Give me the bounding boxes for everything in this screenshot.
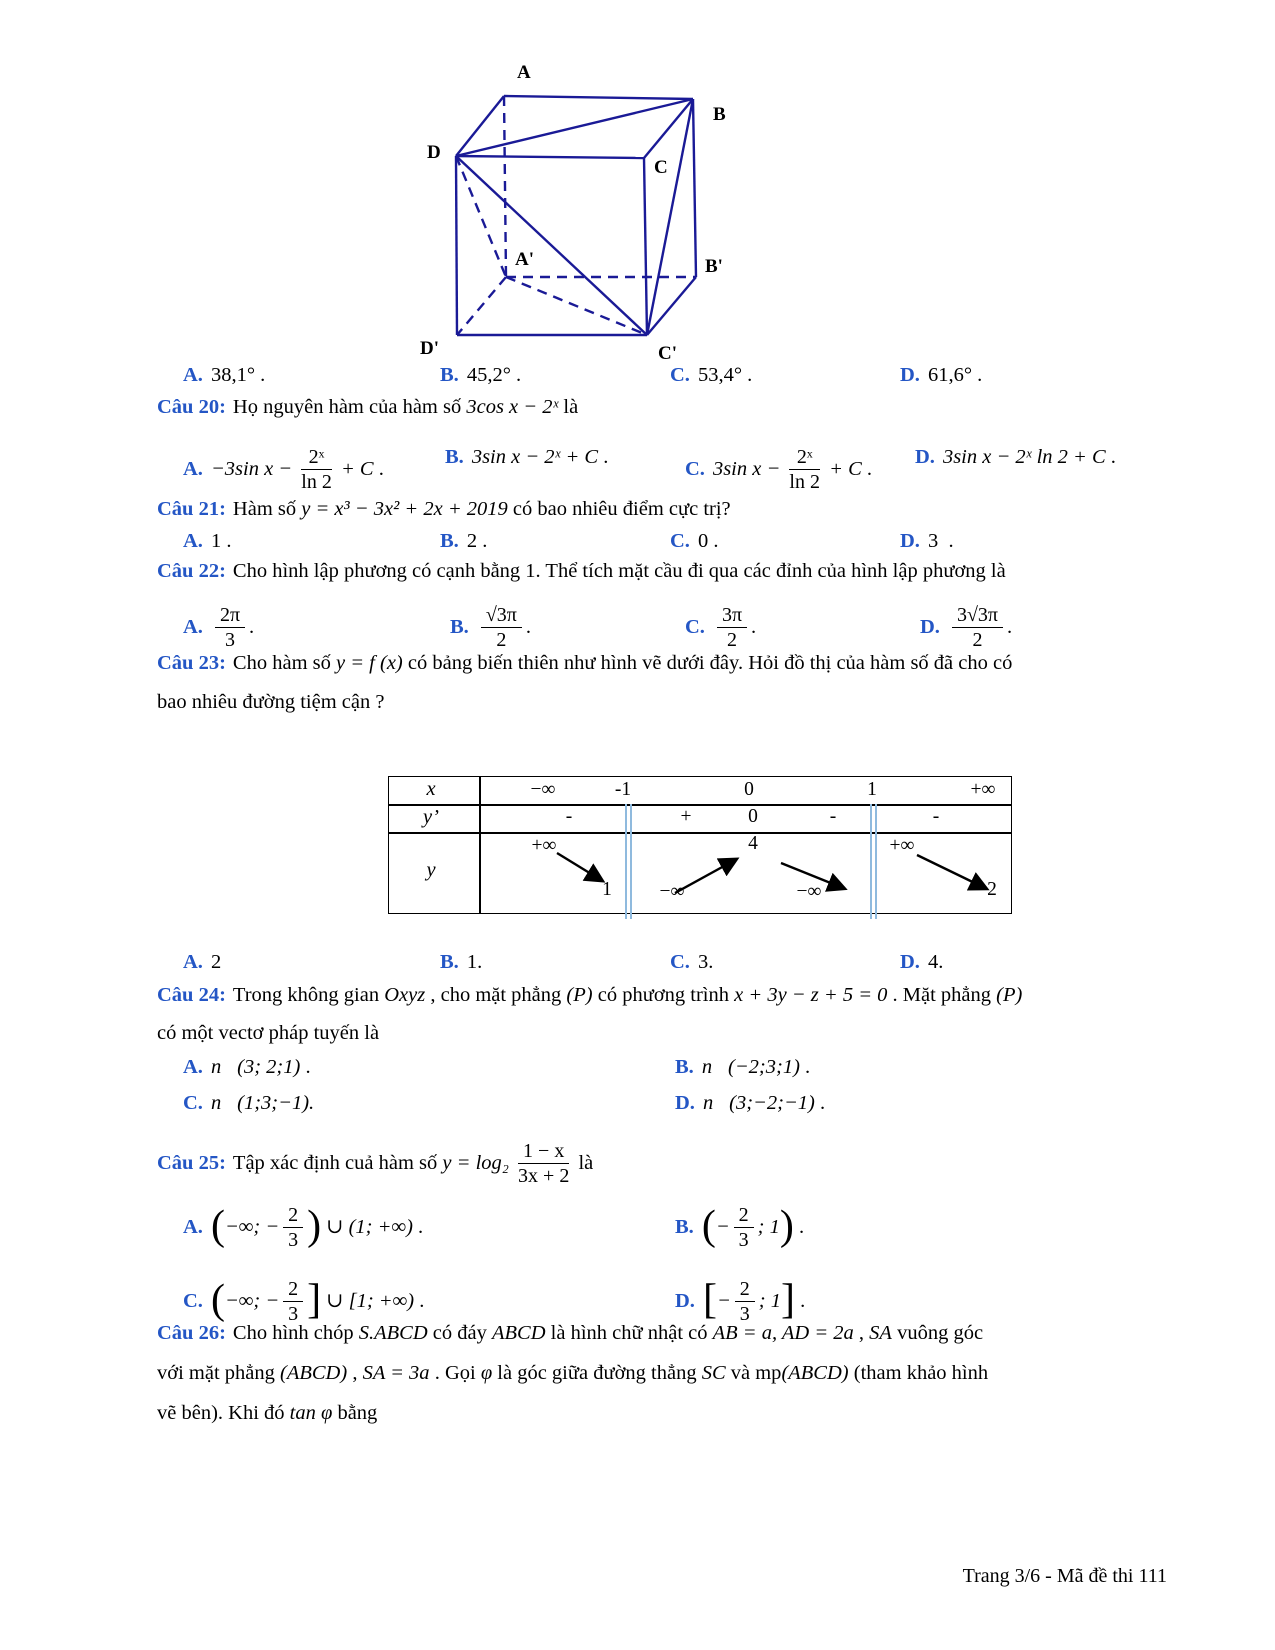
option-d <box>675 1092 825 1115</box>
math-text: 3cos x − 2ˣ <box>466 396 559 418</box>
question-number: Câu 21: <box>157 498 226 520</box>
option-c <box>670 530 718 553</box>
option-d <box>900 951 943 974</box>
option-letter: A. <box>183 1215 203 1238</box>
math-text: φ <box>480 1362 493 1384</box>
plain-text: . <box>799 1056 811 1078</box>
plain-text: . <box>793 1215 805 1238</box>
option-b <box>440 951 482 974</box>
option-letter: A. <box>183 615 203 638</box>
option-d <box>675 1278 805 1326</box>
option-text <box>210 1202 424 1252</box>
fraction: $\frac{√3\pi}{2}$ <box>481 604 522 652</box>
plain-text: Hàm số <box>232 498 302 520</box>
question-26-heading <box>157 1322 983 1345</box>
table-row-divider <box>389 832 1011 834</box>
math-text: x + 3y − z + 5 = 0 <box>734 984 888 1006</box>
option-text <box>698 364 752 386</box>
plain-text: 38,1° . <box>210 364 266 386</box>
option-text <box>477 604 532 652</box>
plain-text: là <box>573 1151 594 1174</box>
heading-text <box>233 560 1006 582</box>
heading-text <box>233 498 731 520</box>
option-letter: A. <box>183 530 203 552</box>
plain-text: . <box>751 615 757 638</box>
option-a <box>183 951 221 974</box>
question-26-heading-line2 <box>157 1362 988 1385</box>
option-c <box>183 1092 314 1115</box>
y-limit: 4 <box>748 833 758 854</box>
row-label-x: x <box>426 778 436 800</box>
plain-text: . <box>412 1215 424 1238</box>
big-bracket: ] <box>780 1276 795 1323</box>
fraction: $\frac{3√3\pi}{2}$ <box>952 604 1003 652</box>
option-letter: A. <box>183 457 203 480</box>
option-letter: C. <box>685 457 705 480</box>
yprime-sign: + <box>680 806 692 827</box>
question-number: Câu 26: <box>157 1322 226 1344</box>
x-value: +∞ <box>970 779 996 800</box>
vertex-label-a2: A' <box>515 249 534 270</box>
option-a <box>183 1056 311 1079</box>
y-limit: −∞ <box>796 881 822 902</box>
plain-text: Trong không gian <box>232 984 385 1006</box>
option-a <box>183 530 231 553</box>
math-text: ; 1 <box>758 1289 781 1312</box>
math-text: Oxyz <box>384 984 426 1006</box>
option-text <box>211 951 221 973</box>
plain-text: 2 . <box>466 530 488 552</box>
option-letter: D. <box>920 615 940 638</box>
plain-text: . <box>794 1289 806 1312</box>
heading-text <box>157 691 384 713</box>
big-bracket: ] <box>307 1276 322 1323</box>
option-c <box>670 951 713 974</box>
plain-text: 3. <box>697 951 714 973</box>
option-letter: A. <box>183 364 203 386</box>
option-letter: B. <box>440 951 459 973</box>
x-value: -1 <box>614 779 632 800</box>
math-text: AB = a, AD = 2a <box>712 1322 854 1344</box>
heading-text <box>157 1362 988 1384</box>
math-text: (ABCD) <box>781 1362 849 1384</box>
yprime-sign: - <box>932 806 940 827</box>
math-text: y = f (x) <box>336 652 403 674</box>
plain-text: . Mặt phẳng <box>887 984 997 1006</box>
math-text: ABCD <box>492 1322 546 1344</box>
plain-text: bao nhiêu đường tiệm cận ? <box>157 691 385 713</box>
question-20-heading <box>157 396 578 419</box>
heading-text <box>233 652 1012 674</box>
question-number: Câu 22: <box>157 560 226 582</box>
big-bracket: ) <box>779 1202 794 1249</box>
option-text <box>703 1092 825 1114</box>
big-bracket: ( <box>210 1276 225 1323</box>
option-letter: B. <box>675 1215 694 1238</box>
plain-text: . <box>525 615 532 638</box>
plain-text: . <box>414 1289 425 1312</box>
math-text: y = log₂ <box>442 1151 515 1174</box>
plain-text: 0 . <box>697 530 719 552</box>
plain-text: . <box>598 446 609 468</box>
y-limit: 2 <box>987 879 997 900</box>
yprime-sign: 0 <box>748 806 758 827</box>
x-value: 0 <box>744 779 754 800</box>
question-24-heading-line2 <box>157 1022 379 1045</box>
math-text: −∞; − <box>224 1215 280 1238</box>
question-24-heading <box>157 984 1022 1007</box>
yprime-sign: - <box>565 806 573 827</box>
math-text: y = x³ − 3x² + 2x + 2019 <box>301 498 508 520</box>
asymptote-double-line <box>875 804 877 919</box>
plain-text: , <box>347 1362 363 1384</box>
option-letter: D. <box>900 951 920 973</box>
option-letter: D. <box>675 1092 695 1114</box>
question-26-heading-line3 <box>157 1402 377 1425</box>
option-text <box>701 1202 805 1252</box>
option-d <box>920 604 1012 652</box>
math-text: n⃗(1;3;−1). <box>210 1092 315 1114</box>
heading-text <box>233 1322 983 1344</box>
plain-text: . <box>373 457 384 480</box>
row-label-y: y <box>426 859 436 881</box>
plain-text: Cho hàm số <box>232 652 336 674</box>
y-limit: 1 <box>602 879 612 900</box>
plain-text: , <box>853 1322 870 1344</box>
option-text <box>698 951 713 973</box>
plain-text: là hình chữ nhật có <box>545 1322 713 1344</box>
vertex-label-b2: B' <box>705 256 723 277</box>
plain-text: Họ nguyên hàm của hàm số <box>232 396 467 418</box>
option-text <box>928 364 982 386</box>
option-letter: B. <box>440 530 459 552</box>
plain-text: vẽ bên). Khi đó <box>157 1402 290 1424</box>
option-letter: B. <box>675 1056 694 1078</box>
plain-text: . <box>1105 446 1116 468</box>
plain-text: Cho hình lập phương có cạnh bằng 1. Thể tích mặt cầu đi qua các đỉnh của hình lập phương là <box>232 560 1006 582</box>
plain-text: . Gọi <box>429 1362 481 1384</box>
variation-table <box>388 776 1012 914</box>
option-text <box>211 604 255 652</box>
math-text: n⃗(3; 2;1) <box>210 1056 301 1078</box>
option-c <box>183 1278 424 1326</box>
yprime-sign: - <box>829 806 837 827</box>
option-letter: B. <box>445 446 464 468</box>
plain-text: 45,2° . <box>466 364 522 386</box>
option-letter: C. <box>670 951 690 973</box>
math-text: ; 1 <box>757 1215 780 1238</box>
question-22-heading <box>157 560 1006 583</box>
question-number: Câu 23: <box>157 652 226 674</box>
option-letter: C. <box>183 1289 203 1312</box>
option-letter: C. <box>670 364 690 386</box>
option-text <box>472 446 609 468</box>
question-23-heading <box>157 652 1012 675</box>
plain-text: bằng <box>332 1402 378 1424</box>
option-a <box>183 1204 423 1252</box>
big-bracket: ) <box>307 1202 322 1249</box>
vertex-label-a: A <box>517 62 531 83</box>
math-text: S.ABCD <box>358 1322 428 1344</box>
asymptote-double-line <box>630 804 632 919</box>
option-c <box>685 446 872 494</box>
math-text: SC <box>701 1362 726 1384</box>
option-text <box>467 364 521 386</box>
question-23-heading-line2 <box>157 691 384 714</box>
fraction: $\frac{2}{3}$ <box>283 1204 303 1252</box>
fraction: $\frac{2\pi}{3}$ <box>215 604 245 652</box>
plain-text: 61,6° . <box>927 364 983 386</box>
option-text <box>702 1276 806 1326</box>
option-text <box>928 951 943 973</box>
option-letter: C. <box>183 1092 203 1114</box>
math-text: + C <box>335 457 374 480</box>
option-text <box>928 530 954 552</box>
option-c <box>670 364 752 387</box>
option-b <box>440 530 487 553</box>
question-25-heading <box>157 1140 593 1188</box>
heading-text <box>157 1022 379 1044</box>
plain-text: . <box>861 457 872 480</box>
plain-text: có phương trình <box>592 984 735 1006</box>
vertex-label-c: C <box>654 157 668 178</box>
table-arrows <box>389 777 1011 917</box>
math-text: + C <box>823 457 862 480</box>
option-text <box>943 446 1116 468</box>
plain-text: . <box>249 615 255 638</box>
cube-drawing <box>400 58 740 370</box>
option-text <box>712 446 872 494</box>
math-text: (ABCD) <box>280 1362 348 1384</box>
asymptote-double-line <box>870 804 872 919</box>
math-text: −3sin x − <box>210 457 298 480</box>
math-text: ∪ [1; +∞) <box>321 1289 415 1312</box>
plain-text: 53,4° . <box>697 364 753 386</box>
plain-text: Cho hình chóp <box>232 1322 359 1344</box>
option-d <box>915 446 1116 469</box>
plain-text: 1. <box>466 951 483 973</box>
question-number: Câu 24: <box>157 984 226 1006</box>
math-text: SA <box>869 1322 892 1344</box>
option-text <box>702 1056 810 1078</box>
fraction: $\frac{\text{2ˣ}}{\ln 2}$ <box>301 446 332 494</box>
x-value: −∞ <box>530 779 556 800</box>
option-letter: D. <box>915 446 935 468</box>
math-text: 3sin x − <box>712 457 786 480</box>
question-number: Câu 20: <box>157 396 226 418</box>
option-a <box>183 446 384 494</box>
fraction: $\frac{2}{3}$ <box>283 1278 303 1326</box>
option-b <box>675 1204 804 1252</box>
math-text: − <box>715 1215 730 1238</box>
option-b <box>450 604 531 652</box>
math-text: n⃗(3;−2;−1) <box>702 1092 815 1114</box>
option-text <box>698 530 719 552</box>
heading-text <box>233 984 1022 1006</box>
option-letter: D. <box>900 364 920 386</box>
page-footer: Trang 3/6 - Mã đề thi 111 <box>962 1565 1167 1587</box>
plain-text: với mặt phẳng <box>157 1362 280 1384</box>
option-text <box>467 530 488 552</box>
option-letter: B. <box>440 364 459 386</box>
math-text: n⃗(−2;3;1) <box>701 1056 800 1078</box>
plain-text: có bao nhiêu điểm cực trị? <box>507 498 731 520</box>
plain-text: . <box>300 1056 311 1078</box>
y-limit: −∞ <box>659 881 685 902</box>
fraction: $\frac{2}{3}$ <box>734 1204 754 1252</box>
y-limit: +∞ <box>889 835 915 856</box>
plain-text: . <box>1007 615 1013 638</box>
option-a <box>183 604 254 652</box>
option-text <box>211 1092 314 1114</box>
vertex-label-d2: D' <box>420 338 439 359</box>
heading-text <box>157 1402 377 1424</box>
big-bracket: [ <box>702 1276 717 1323</box>
fraction: $\frac{\text{2ˣ}}{\ln 2}$ <box>789 446 820 494</box>
math-text: (P) <box>566 984 593 1006</box>
row-label-yprime: y’ <box>423 806 439 828</box>
fraction: $\frac{1 - x}{3x + 2}$ <box>518 1140 570 1188</box>
option-letter: A. <box>183 1056 203 1078</box>
plain-text: 2 <box>210 951 222 973</box>
plain-text: là góc giữa đường thẳng <box>492 1362 702 1384</box>
option-text <box>210 446 384 494</box>
option-letter: D. <box>900 530 920 552</box>
big-bracket: ( <box>701 1202 716 1249</box>
option-text <box>948 604 1013 652</box>
option-text <box>211 530 232 552</box>
plain-text: có một vectơ pháp tuyến là <box>157 1022 380 1044</box>
plain-text: có đáy <box>427 1322 492 1344</box>
option-a <box>183 364 265 387</box>
asymptote-double-line <box>625 804 627 919</box>
fraction: $\frac{3\pi}{2}$ <box>717 604 747 652</box>
x-value: 1 <box>867 779 877 800</box>
option-letter: C. <box>670 530 690 552</box>
table-row-divider <box>389 804 1011 806</box>
option-letter: A. <box>183 951 203 973</box>
plain-text: và mp <box>725 1362 782 1384</box>
option-letter: D. <box>675 1289 695 1312</box>
option-text <box>467 951 482 973</box>
option-d <box>900 364 982 387</box>
math-text: −∞; − <box>224 1289 280 1312</box>
plain-text: có bảng biến thiên như hình vẽ dưới đây. Hỏi đồ thị của hàm số đã cho có <box>402 652 1013 674</box>
option-text <box>211 364 265 386</box>
y-limit: +∞ <box>531 835 557 856</box>
vertex-label-d: D <box>427 142 441 163</box>
heading-text <box>233 396 578 418</box>
math-text: SA = 3a <box>362 1362 430 1384</box>
table-column-divider <box>479 777 481 913</box>
option-d <box>900 530 954 553</box>
question-21-heading <box>157 498 731 521</box>
fraction: $\frac{2}{3}$ <box>735 1278 755 1326</box>
heading-text <box>232 1140 594 1188</box>
option-text <box>713 604 757 652</box>
plain-text: vuông góc <box>891 1322 984 1344</box>
cube-figure <box>400 58 740 370</box>
math-text: 3sin x − 2ˣ + C <box>471 446 599 468</box>
option-c <box>685 604 756 652</box>
plain-text: (tham khảo hình <box>848 1362 989 1384</box>
option-text <box>211 1056 311 1078</box>
option-b <box>440 364 521 387</box>
plain-text: là <box>558 396 579 418</box>
big-bracket: ( <box>210 1202 225 1249</box>
option-letter: B. <box>450 615 469 638</box>
question-number: Câu 25: <box>157 1151 226 1174</box>
option-letter: C. <box>685 615 705 638</box>
option-text <box>210 1276 425 1326</box>
math-text: tan φ <box>289 1402 333 1424</box>
plain-text: 3 . <box>927 530 954 552</box>
math-text: − <box>716 1289 731 1312</box>
option-b <box>445 446 608 469</box>
plain-text: , cho mặt phẳng <box>425 984 567 1006</box>
math-text: 3sin x − 2ˣ ln 2 + C <box>942 446 1106 468</box>
vertex-label-c2: C' <box>658 343 677 364</box>
vertex-label-b: B <box>713 104 726 125</box>
plain-text: 1 . <box>210 530 232 552</box>
plain-text: Tập xác định cuả hàm số <box>232 1151 443 1174</box>
plain-text: . <box>814 1092 826 1114</box>
math-text: (P) <box>996 984 1023 1006</box>
plain-text: 4. <box>927 951 944 973</box>
math-text: ∪ (1; +∞) <box>321 1215 413 1238</box>
option-b <box>675 1056 810 1079</box>
